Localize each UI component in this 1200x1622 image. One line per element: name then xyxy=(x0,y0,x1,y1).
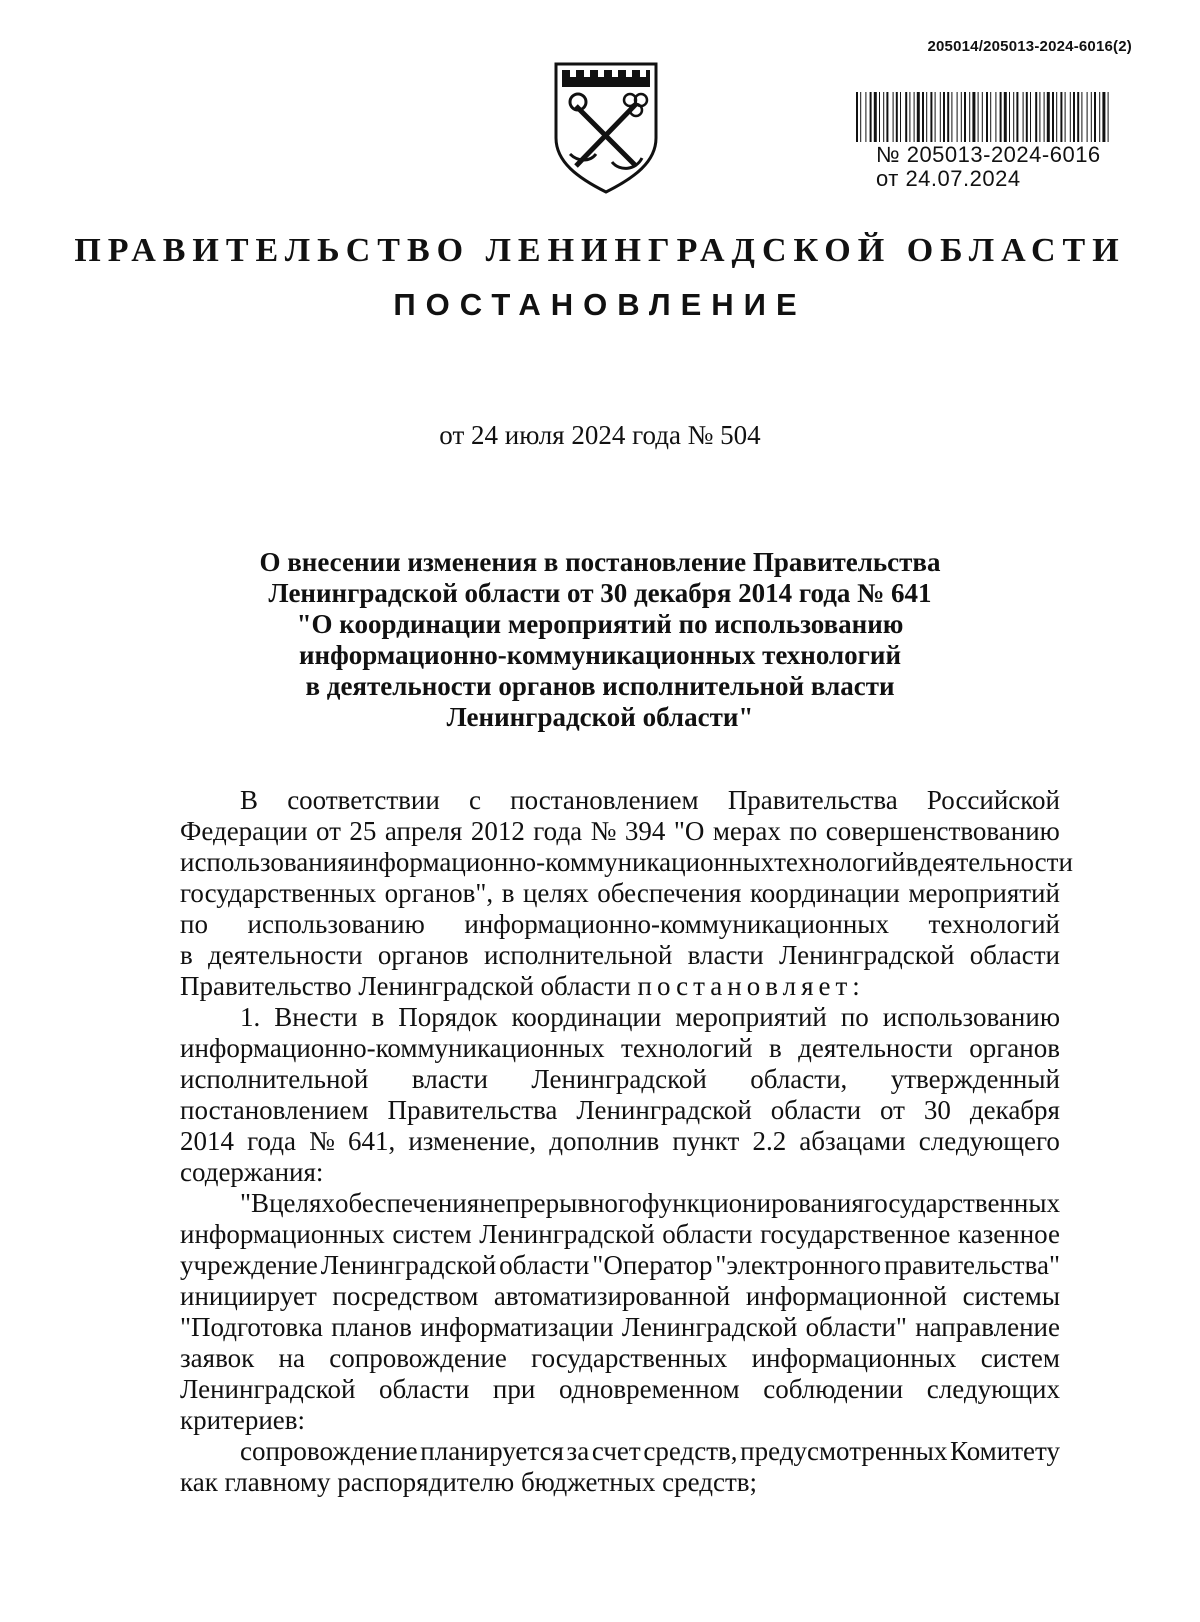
body-word: пункт xyxy=(672,1126,740,1156)
body-word: Правительства xyxy=(387,1095,558,1125)
body-word: изменение, xyxy=(408,1126,537,1156)
body-word: планируется xyxy=(420,1436,564,1466)
body-word: планов xyxy=(331,1312,412,1342)
body-word: 641, xyxy=(347,1126,396,1156)
body-word: "О xyxy=(673,816,705,846)
subject-line: информационно-коммуникационных технологий xyxy=(298,640,902,670)
body-word: направление xyxy=(915,1312,1060,1342)
body-word: средств, xyxy=(643,1436,738,1466)
body-word: информационно-коммуникационных xyxy=(464,909,889,939)
body-word: 25 xyxy=(349,816,377,846)
document-subject xyxy=(170,547,1030,733)
body-word: № xyxy=(590,816,617,846)
body-word: следующего xyxy=(918,1126,1060,1156)
body-word: государственных xyxy=(531,1343,728,1373)
body-line xyxy=(180,847,1073,878)
body-word: координации xyxy=(511,1002,662,1032)
body-word: информационной xyxy=(745,1281,947,1311)
body-word: 1. xyxy=(240,1002,261,1032)
body-word: Ленинградской xyxy=(320,1250,497,1280)
body-line xyxy=(180,1095,1060,1126)
body-word: Ленинградской xyxy=(479,1219,655,1249)
body-word: одновременном xyxy=(558,1374,740,1404)
body-word: систем xyxy=(392,1219,472,1249)
body-word: области xyxy=(499,1250,590,1280)
body-word: счет xyxy=(591,1436,641,1466)
barcode-icon xyxy=(854,90,1110,144)
top-reference: 205014/205013-2024-6016(2) xyxy=(927,38,1132,55)
body-line xyxy=(180,1064,1060,1095)
body-line xyxy=(180,1250,1060,1281)
body-word: 2014 xyxy=(180,1126,234,1156)
body-word: обеспечения xyxy=(334,1188,480,1218)
document-body xyxy=(180,785,1073,1498)
body-word: использованию xyxy=(882,1002,1060,1032)
body-word: "электронного xyxy=(715,1250,882,1280)
subject-line: Ленинградской области" xyxy=(446,702,754,732)
body-word: области xyxy=(969,940,1060,970)
coat-of-arms-icon xyxy=(550,58,662,196)
body-word: государственных xyxy=(863,1188,1060,1218)
body-word: государственных xyxy=(180,878,377,908)
body-word: при xyxy=(492,1374,536,1404)
body-word: координации xyxy=(749,878,900,908)
body-word: 2.2 xyxy=(752,1126,787,1156)
body-word: инициирует xyxy=(180,1281,317,1311)
body-line xyxy=(180,816,1060,847)
body-word: декабря xyxy=(969,1095,1060,1125)
body-word: информационных xyxy=(751,1343,957,1373)
body-word: органов xyxy=(377,940,469,970)
body-word: по xyxy=(789,816,818,846)
body-word: заявок xyxy=(180,1343,255,1373)
body-line xyxy=(180,909,1060,940)
body-word: по xyxy=(840,1002,869,1032)
body-word: обеспечения xyxy=(597,878,742,908)
body-word: от xyxy=(880,1095,905,1125)
body-word: информационно-коммуникационных xyxy=(349,847,775,877)
body-word: казенное xyxy=(957,1219,1060,1249)
body-word: исполнительной xyxy=(180,1064,369,1094)
body-word: Комитету xyxy=(950,1436,1060,1466)
body-word: "В xyxy=(240,1188,270,1218)
body-line xyxy=(180,940,1060,971)
registration-number: № 205013-2024-6016 xyxy=(876,142,1101,167)
body-word: апреля xyxy=(384,816,463,846)
body-word: в xyxy=(180,940,193,970)
government-title: ПРАВИТЕЛЬСТВО ЛЕНИНГРАДСКОЙ ОБЛАСТИ xyxy=(74,232,1126,269)
subject-line: О внесении изменения в постановление Правительства xyxy=(259,547,941,577)
body-word: за xyxy=(566,1436,590,1466)
body-word: сопровождение xyxy=(329,1343,507,1373)
body-word: технологий xyxy=(774,847,906,877)
body-word: года xyxy=(533,816,583,846)
body-word: области xyxy=(770,1095,862,1125)
body-word: деятельности xyxy=(918,847,1073,877)
body-word: власти xyxy=(687,940,764,970)
body-word: исполнительной xyxy=(483,940,673,970)
body-word: государственное xyxy=(760,1219,951,1249)
body-line xyxy=(180,785,1060,816)
body-word: деятельности xyxy=(798,1033,953,1063)
subject-line: Ленинградской области от 30 декабря 2014 года № 641 xyxy=(268,578,932,608)
body-word: использования xyxy=(180,847,350,877)
body-word: органов xyxy=(969,1033,1060,1063)
body-word: в xyxy=(768,1033,782,1063)
body-word: Ленинградской xyxy=(621,1312,798,1342)
body-word: № xyxy=(309,1126,335,1156)
body-word: учреждение xyxy=(180,1250,318,1280)
body-word: "Подготовка xyxy=(180,1312,323,1342)
body-word: с xyxy=(468,785,481,815)
body-word: целях xyxy=(522,878,589,908)
subject-line: в деятельности органов исполнительной власти xyxy=(305,671,895,701)
body-word: на xyxy=(278,1343,305,1373)
body-line: содержания: xyxy=(180,1157,324,1187)
body-word: предусмотренных xyxy=(740,1436,948,1466)
body-word: Внести xyxy=(274,1002,358,1032)
body-word: непрерывного xyxy=(479,1188,642,1218)
body-word: утвержденный xyxy=(890,1064,1060,1094)
body-line xyxy=(180,1219,1060,1250)
body-word: посредством xyxy=(332,1281,479,1311)
body-line: как главному распорядителю бюджетных средств; xyxy=(180,1467,758,1497)
body-word: информатизации xyxy=(420,1312,614,1342)
body-text: Правительство Ленинградской области xyxy=(180,971,631,1001)
body-word: постановлением xyxy=(180,1095,369,1125)
body-word: совершенствованию xyxy=(825,816,1060,846)
body-word: Ленинградской xyxy=(180,1374,356,1404)
body-word: соответствии xyxy=(287,785,440,815)
body-word: Ленинградской xyxy=(531,1064,707,1094)
body-line xyxy=(180,971,1060,1002)
body-word: автоматизированной xyxy=(493,1281,731,1311)
document-date-number: от 24 июля 2024 года № 504 xyxy=(439,420,761,450)
body-word: информационно-коммуникационных xyxy=(180,1033,605,1063)
subject-line: "О координации мероприятий по использованию xyxy=(296,609,904,639)
body-line xyxy=(180,1374,1060,1405)
body-line xyxy=(180,1436,1060,1467)
body-word: мерах xyxy=(712,816,781,846)
body-word: постановлением xyxy=(510,785,699,815)
body-word: в xyxy=(371,1002,385,1032)
body-word: мероприятий xyxy=(908,878,1060,908)
body-word: от xyxy=(315,816,341,846)
body-word: систем xyxy=(980,1343,1060,1373)
body-word: технологий xyxy=(928,909,1060,939)
body-word: области xyxy=(662,1219,753,1249)
document-kind: ПОСТАНОВЛЕНИЕ xyxy=(393,287,807,322)
body-word: сопровождение xyxy=(240,1436,418,1466)
body-line: критериев: xyxy=(180,1405,306,1435)
body-line xyxy=(180,1002,1060,1033)
body-word: информационных xyxy=(180,1219,385,1249)
body-word: по xyxy=(180,909,208,939)
registration-date: от 24.07.2024 xyxy=(876,166,1021,191)
body-word: деятельности xyxy=(208,940,363,970)
body-line xyxy=(180,878,1060,909)
body-line xyxy=(180,1188,1060,1219)
body-word: 30 xyxy=(923,1095,951,1125)
body-word: технологий xyxy=(621,1033,753,1063)
body-line xyxy=(180,1033,1060,1064)
resolves-word: постановляет: xyxy=(637,971,865,1001)
body-word: власти xyxy=(411,1064,488,1094)
body-word: области" xyxy=(805,1312,907,1342)
body-word: области, xyxy=(750,1064,848,1094)
body-word: 2012 xyxy=(470,816,525,846)
body-line xyxy=(180,1281,1060,1312)
body-word: соблюдении xyxy=(763,1374,904,1404)
body-word: в xyxy=(501,878,515,908)
body-word: системы xyxy=(962,1281,1060,1311)
body-word: использованию xyxy=(247,909,425,939)
body-word: в xyxy=(905,847,919,877)
body-word: Федерации xyxy=(180,816,308,846)
body-word: органов", xyxy=(384,878,494,908)
body-line xyxy=(180,1312,1060,1343)
body-word: абзацами xyxy=(799,1126,906,1156)
body-line xyxy=(180,1126,1060,1157)
body-word: Правительства xyxy=(727,785,898,815)
body-word: Российской xyxy=(926,785,1060,815)
body-word: следующих xyxy=(926,1374,1060,1404)
body-word: дополнив xyxy=(549,1126,660,1156)
body-word: области xyxy=(379,1374,470,1404)
body-word: правительства" xyxy=(884,1250,1060,1280)
body-line xyxy=(180,1343,1060,1374)
body-word: В xyxy=(240,785,259,815)
body-word: Ленинградской xyxy=(778,940,955,970)
body-word: 394 xyxy=(624,816,666,846)
body-word: "Оператор xyxy=(592,1250,713,1280)
body-word: целях xyxy=(269,1188,335,1218)
body-word: мероприятий xyxy=(675,1002,827,1032)
body-word: Порядок xyxy=(398,1002,498,1032)
body-word: года xyxy=(247,1126,296,1156)
body-word: функционирования xyxy=(641,1188,864,1218)
body-word: Ленинградской xyxy=(576,1095,752,1125)
